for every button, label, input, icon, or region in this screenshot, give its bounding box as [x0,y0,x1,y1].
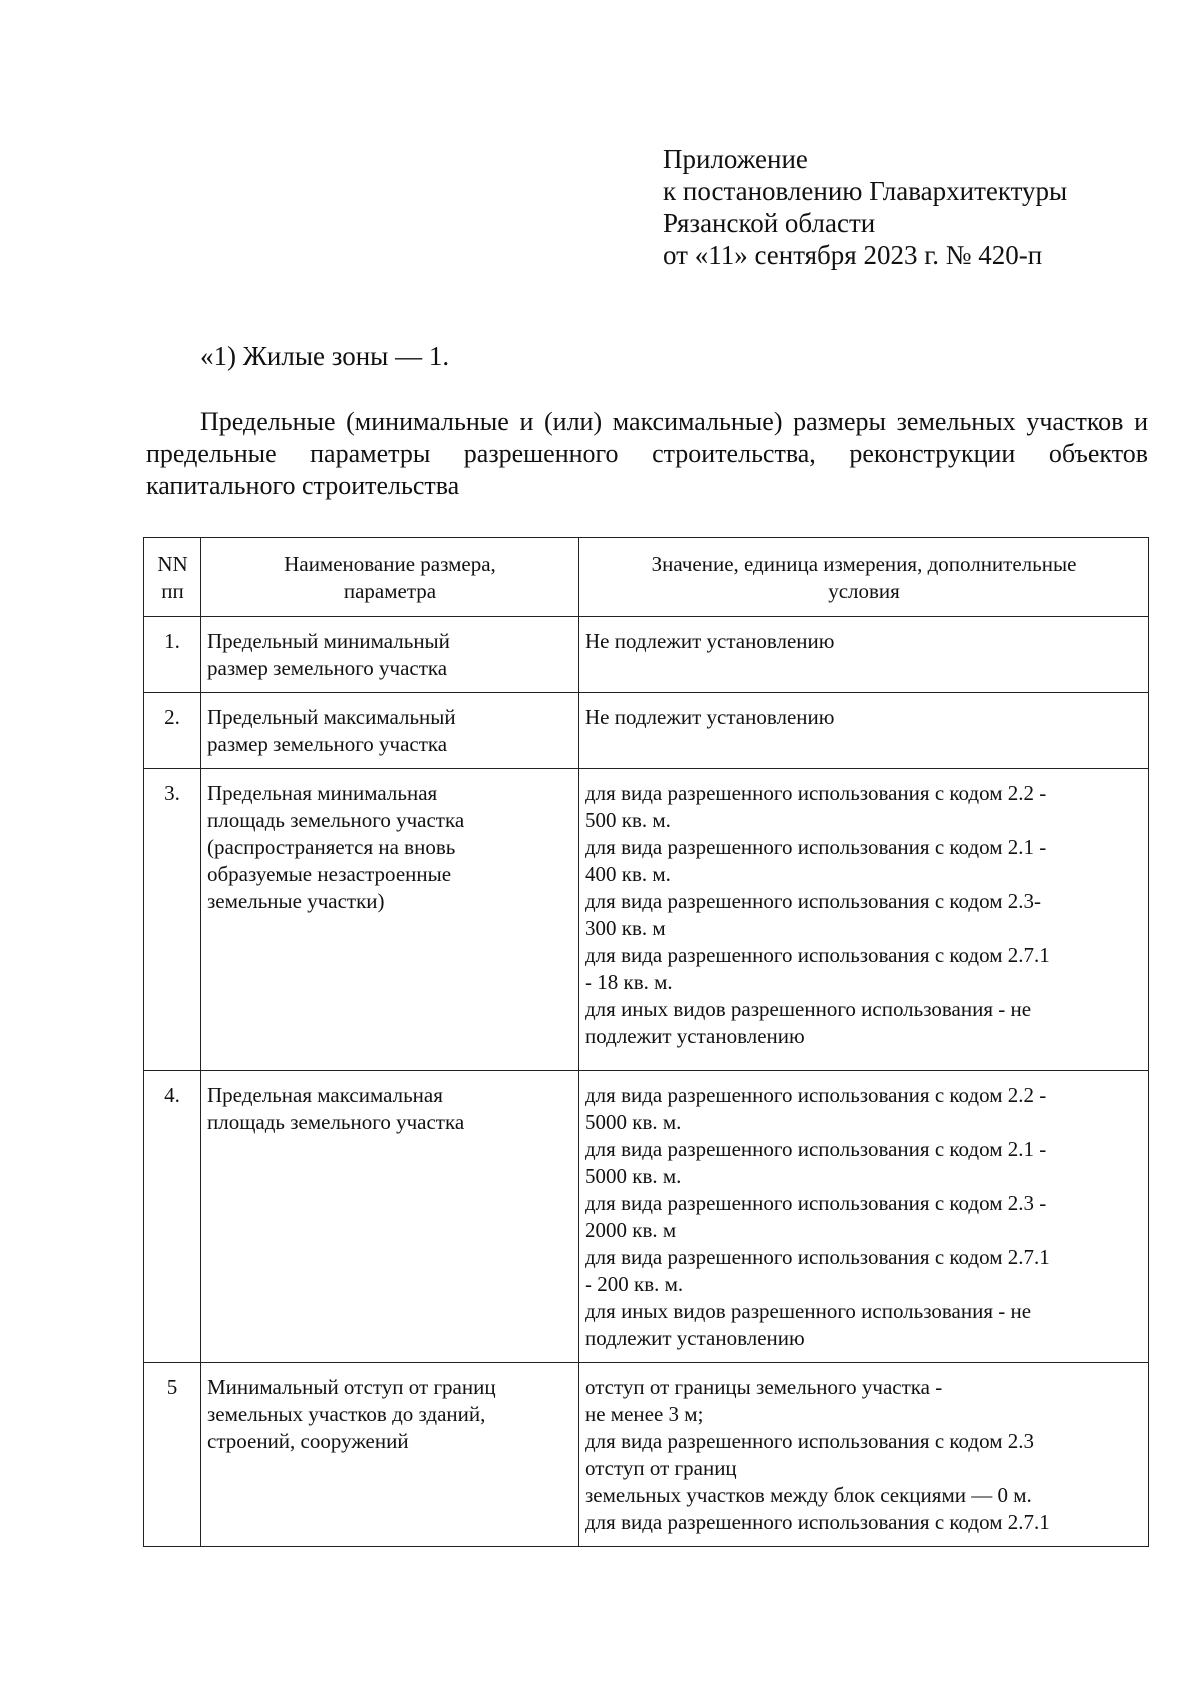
header-num: NN пп [144,538,201,617]
parameter-name-line: образуемые незастроенные [207,862,452,886]
parameter-value-line: Не подлежит установлению [585,705,835,729]
parameter-name-line: (распространяется на вновь [207,835,456,859]
parameter-value-line: 2000 кв. м [585,1218,677,1242]
parameter-name-line: площадь земельного участка [207,1110,465,1134]
parameter-name-line: земельные участки) [207,889,385,913]
table-row [144,1363,1149,1547]
parameter-value-line: для вида разрешенного использования с кодом 2.3 [585,1429,1034,1453]
appendix-line: от «11» сентября 2023 г. № 420-п [663,240,1043,270]
parameter-value-line: для вида разрешенного использования с кодом 2.3 - [585,1191,1047,1215]
parameter-name [201,1363,579,1547]
table-row [144,693,1149,769]
parameter-value-line: 300 кв. м [585,916,666,940]
parameter-value-line: 400 кв. м. [585,862,671,886]
parameter-value-line: 5000 кв. м. [585,1164,682,1188]
appendix-header [663,143,1067,271]
row-number: 4. [144,1071,201,1363]
parameters-table [143,537,1149,1547]
parameter-value [579,1071,1149,1363]
parameter-value [579,617,1149,693]
parameter-value-line: 5000 кв. м. [585,1110,682,1134]
parameter-value-line: для вида разрешенного использования с кодом 2.1 - [585,835,1047,859]
parameter-name-line: размер земельного участка [207,732,448,756]
parameter-name [201,693,579,769]
parameter-name [201,617,579,693]
parameter-value-line: подлежит установлению [585,1326,805,1350]
parameter-value-line: Не подлежит установлению [585,629,835,653]
appendix-line: к постановлению Главархитектуры [663,176,1068,206]
parameter-name-line: Предельная минимальная [207,781,438,805]
table-header-row [144,538,1149,617]
parameter-name-line: Минимальный отступ от границ [207,1375,496,1399]
parameter-value-line: отступ от границы земельного участка - [585,1375,943,1399]
parameter-value-line: 500 кв. м. [585,808,671,832]
row-number: 3. [144,769,201,1071]
header-name: Наименование размера, параметра [201,538,579,617]
section-title: «1) Жилые зоны — 1. [200,341,450,371]
document-title: Предельные (минимальные и (или) максимальные) размеры земельных участков и предельные параметры разрешенного строительства, реконструкции объектов капитального строительства [146,407,1148,500]
parameter-value-line: - 200 кв. м. [585,1272,684,1296]
parameter-value-line: для вида разрешенного использования с кодом 2.7.1 [585,943,1050,967]
parameter-value-line: - 18 кв. м. [585,970,673,994]
parameter-value-line: отступ от границ [585,1456,737,1480]
parameter-value [579,1363,1149,1547]
parameter-name [201,769,579,1071]
parameter-name-line: размер земельного участка [207,656,448,680]
parameter-value-line: земельных участков между блок секциями — 0 м. [585,1483,1032,1507]
appendix-line: Рязанской области [663,208,876,238]
parameter-name [201,1071,579,1363]
parameter-value-line: для вида разрешенного использования с кодом 2.7.1 [585,1510,1050,1534]
table-row [144,617,1149,693]
table-body [144,617,1149,1547]
parameter-value [579,769,1149,1071]
parameter-value-line: для вида разрешенного использования с кодом 2.3- [585,889,1041,913]
parameter-value-line: для иных видов разрешенного использования - не [585,1299,1032,1323]
parameter-value [579,693,1149,769]
parameter-name-line: земельных участков до зданий, [207,1402,486,1426]
parameter-name-line: Предельная максимальная [207,1083,443,1107]
header-value: Значение, единица измерения, дополнительные условия [579,538,1149,617]
parameter-name-line: строений, сооружений [207,1429,409,1453]
table-row [144,769,1149,1071]
parameter-value-line: для вида разрешенного использования с кодом 2.2 - [585,781,1047,805]
parameter-value-line: для вида разрешенного использования с кодом 2.2 - [585,1083,1047,1107]
parameter-name-line: Предельный минимальный [207,629,450,653]
appendix-line: Приложение [663,144,808,174]
row-number: 2. [144,693,201,769]
parameter-value-line: для вида разрешенного использования с кодом 2.7.1 [585,1245,1050,1269]
parameter-name-line: площадь земельного участка [207,808,465,832]
table-row [144,1071,1149,1363]
row-number: 1. [144,617,201,693]
parameter-value-line: для иных видов разрешенного использования - не [585,997,1032,1021]
parameter-name-line: Предельный максимальный [207,705,456,729]
row-number: 5 [144,1363,201,1547]
parameter-value-line: не менее 3 м; [585,1402,704,1426]
parameter-value-line: для вида разрешенного использования с кодом 2.1 - [585,1137,1047,1161]
parameter-value-line: подлежит установлению [585,1024,805,1048]
